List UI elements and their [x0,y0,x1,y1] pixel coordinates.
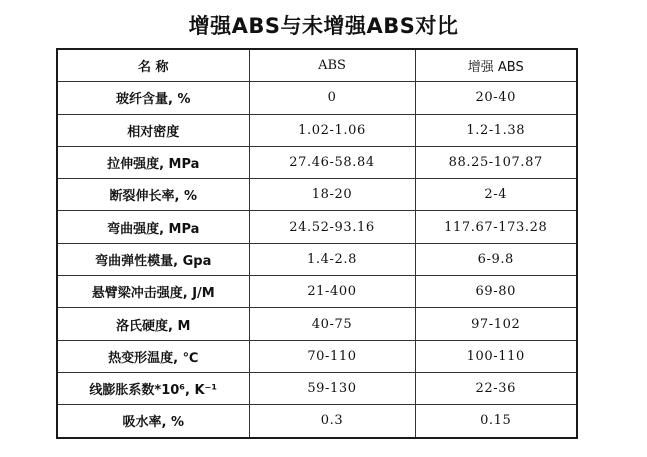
property-label: 热变形温度, ℃ [57,340,249,372]
table-row [57,82,577,114]
reinforced-value: 117.67-173.28 [415,211,577,243]
reinforced-value: 1.2-1.38 [415,114,577,146]
reinforced-value: 0.15 [415,405,577,438]
property-label: 弯曲弹性模量, Gpa [57,243,249,275]
abs-value: 1.02-1.06 [249,114,415,146]
table-row [57,146,577,178]
table-row [57,340,577,372]
reinforced-value: 88.25-107.87 [415,146,577,178]
property-label: 断裂伸长率, % [57,179,249,211]
property-label: 吸水率, % [57,405,249,438]
header-name: 名 称 [57,49,249,82]
reinforced-value: 69-80 [415,276,577,308]
table-row [57,276,577,308]
comparison-table [56,48,578,439]
reinforced-value: 97-102 [415,308,577,340]
page-title: 增强ABS与未增强ABS对比 [188,14,459,38]
property-label: 拉伸强度, MPa [57,146,249,178]
abs-value: 21-400 [249,276,415,308]
property-label: 线膨胀系数*10⁶, K⁻¹ [57,372,249,404]
property-label: 相对密度 [57,114,249,146]
abs-value: 18-20 [249,179,415,211]
reinforced-value: 20-40 [415,82,577,114]
reinforced-value: 2-4 [415,179,577,211]
property-label: 悬臂梁冲击强度, J/M [57,276,249,308]
table-row [57,405,577,438]
table-row [57,211,577,243]
table-row [57,243,577,275]
property-label: 洛氏硬度, M [57,308,249,340]
header-reinforced-abs: 增强 ABS [415,49,577,82]
table-header-row [57,49,577,82]
reinforced-value: 6-9.8 [415,243,577,275]
reinforced-value: 100-110 [415,340,577,372]
table-row [57,372,577,404]
abs-value: 40-75 [249,308,415,340]
abs-value: 0.3 [249,405,415,438]
abs-value: 0 [249,82,415,114]
reinforced-value: 22-36 [415,372,577,404]
abs-value: 27.46-58.84 [249,146,415,178]
abs-value: 1.4-2.8 [249,243,415,275]
header-abs: ABS [249,49,415,82]
abs-value: 24.52-93.16 [249,211,415,243]
property-label: 弯曲强度, MPa [57,211,249,243]
property-label: 玻纤含量, % [57,82,249,114]
table-row [57,179,577,211]
table-row [57,114,577,146]
abs-value: 59-130 [249,372,415,404]
table-row [57,308,577,340]
abs-value: 70-110 [249,340,415,372]
